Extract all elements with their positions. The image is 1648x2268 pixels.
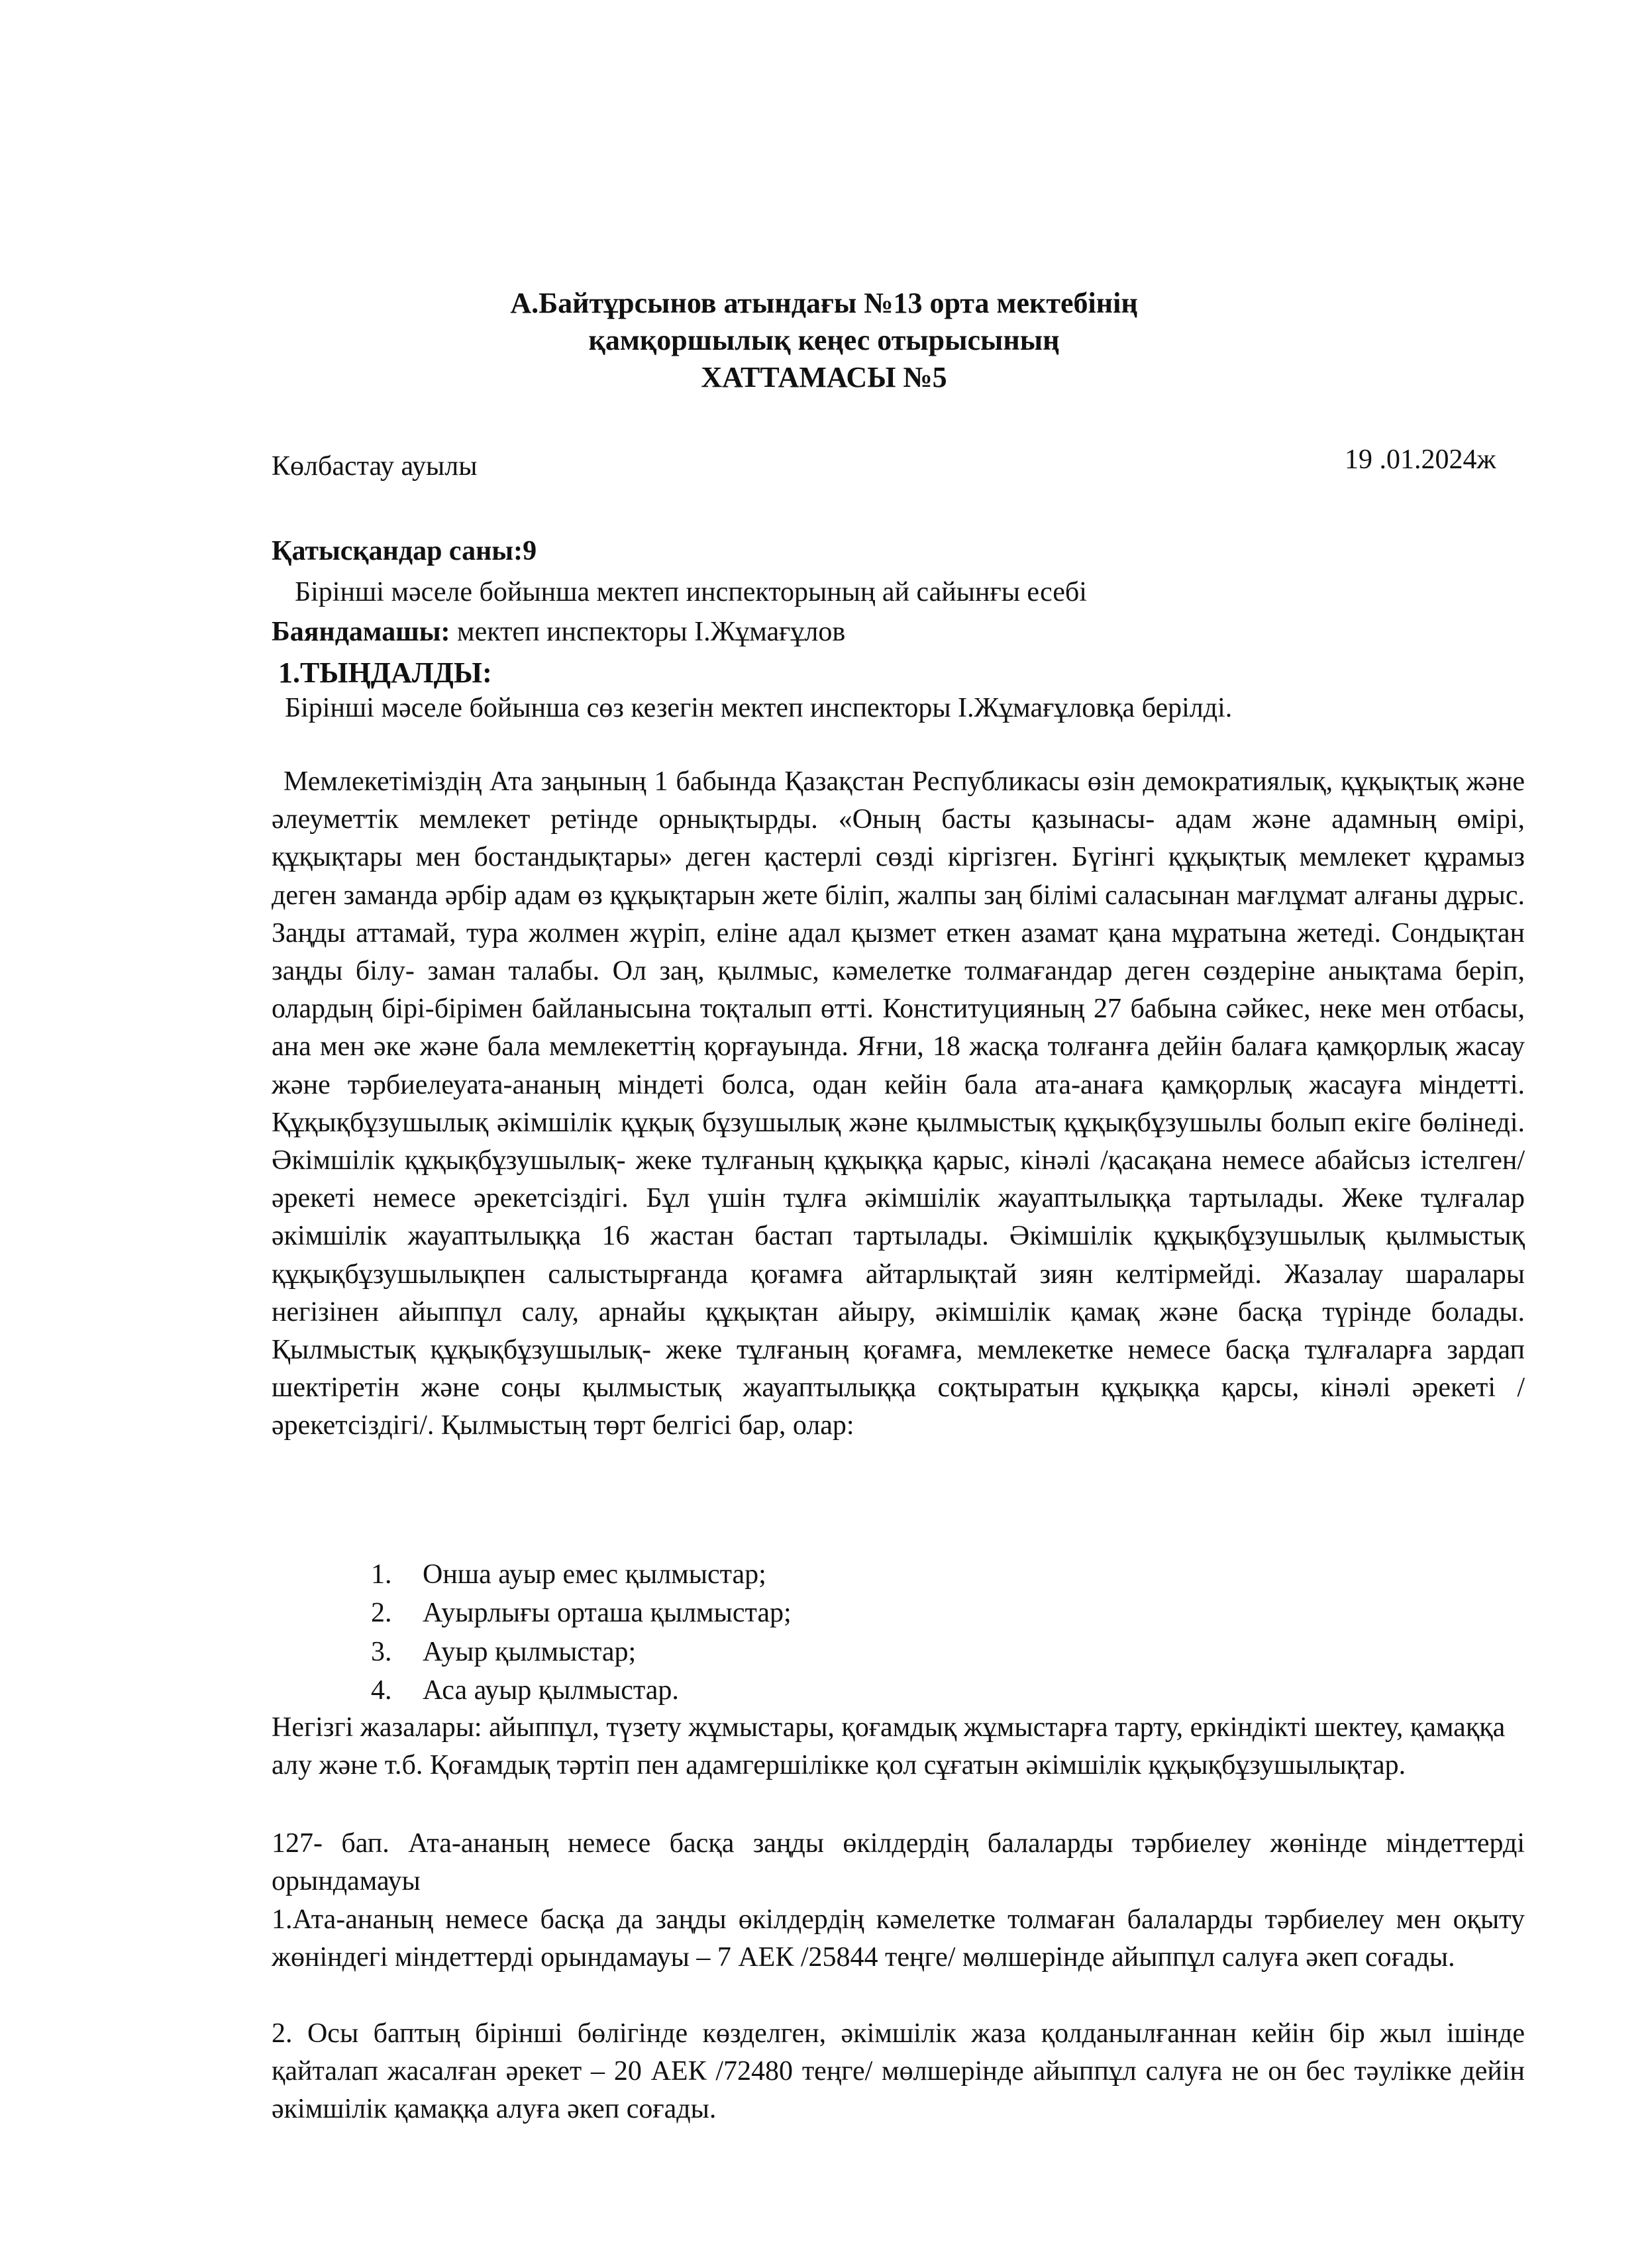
title-line-school: А.Байтұрсынов атындағы №13 орта мектебінің	[510, 287, 1138, 319]
list-item: 2. Ауырлығы орташа қылмыстар;	[371, 1598, 792, 1629]
attendees-count: Қатысқандар саны:9	[272, 536, 537, 566]
article-127-heading: 127- бап. Ата-ананың немесе басқа заңды өкілдердің балаларды тәрбиелеу жөнінде міндеттерді орындамауы	[272, 1828, 1525, 1897]
place-text: Көлбастау ауылы	[272, 451, 478, 482]
clause-2: 2. Осы баптың бірінші бөлігінде көзделген, әкімшілік жаза қолданылғаннан кейін бір жыл ішінде қайталап жасалған әрекет – 20 АЕК /72480 теңге/ мөлшерінде айыппұл салуға не он бес тәулікке дейін әкімшілік қамаққа алуға әкеп соғады.	[272, 2018, 1525, 2125]
list-item: 1. Онша ауыр емес қылмыстар;	[371, 1559, 766, 1590]
date-text: 19 .01.2024ж	[1345, 444, 1496, 475]
list-item: 3. Ауыр қылмыстар;	[371, 1636, 637, 1667]
punishments-paragraph: Негізгі жазалары: айыппұл, түзету жұмыстары, қоғамдық жұмыстарға тарту, еркіндікті шектеу, қамаққа алу және т.б. Қоғамдық тәртіп пен адамгершілікке қол сұғатын әкімшілік құқықбұзушылықтар.	[272, 1712, 1506, 1781]
speaker-name: мектеп инспекторы І.Жұмағұлов	[450, 617, 846, 647]
crime-list	[371, 1555, 792, 1710]
clause-1: 1.Ата-ананың немесе басқа да заңды өкілдердің кәмелетке толмаған балаларды тәрбиелеу мен оқыту жөніндегі міндеттерді орындамауы – 7 АЕК /25844 теңге/ мөлшерінде айыппұл салуға әкеп соғады.	[272, 1904, 1525, 1973]
list-item: 4. Аса ауыр қылмыстар.	[371, 1675, 679, 1706]
title-line-council: қамқоршылық кеңес отырысының	[588, 324, 1060, 356]
title-line-protocol: ХАТТАМАСЫ №5	[701, 361, 947, 393]
speaker-label: Баяндамашы:	[272, 617, 450, 647]
section-heading: 1.ТЫҢДАЛДЫ:	[278, 656, 492, 689]
speaker-line	[272, 616, 845, 648]
intro-text: Бірінші мәселе бойынша сөз кезегін мектеп инспекторы І.Жұмағұловқа берілді.	[285, 693, 1233, 723]
main-paragraph: Мемлекетіміздің Ата заңының 1 бабында Қазақстан Республикасы өзін демократиялық, құқықтық және әлеуметтік мемлекет ретінде орнықтырды. «Оның басты қазынасы- адам және адамның өмірі, құқықтары мен бостандықтары» деген қастерлі сөзді кіргізген. Бүгінгі құқықтық мемлекет құрамыз деген заманда әрбір адам өз құқықтарын жете біліп, жалпы заң білімі саласынан мағлұмат алғаны дұрыс. Заңды аттамай, тура жолмен жүріп, еліне адал қызмет еткен азамат қана мұратына жетеді. Сондықтан заңды білу- заман талабы. Ол заң, қылмыс, кәмелетке толмағандар деген сөздеріне анықтама беріп, олардың бірі-бірімен байланысына тоқталып өтті. Конституцияның 27 бабына сәйкес, неке мен отбасы, ана мен әке және бала мемлекеттің қорғауында. Яғни, 18 жасқа толғанға дейін балаға қамқорлық жасау және тәрбиелеуата-ананың міндеті болса, одан кейін бала ата-анаға қамқорлық жасауға міндетті. Құқықбұзушылық әкімшілік құқық бұзушылық және қылмыстық құқықбұзушылы болып екіге бөлінеді. Әкімшілік құқықбұзушылық- жеке тұлғаның құқыққа қарыс, кінәлі /қасақана немесе абайсыз істелген/ әрекеті немесе әрекетсіздігі. Бұл үшін тұлға әкімшілік жауаптылыққа тартылады. Жеке тұлғалар әкімшілік жауаптылыққа 16 жастан бастап тартылады. Әкімшілік құқықбұзушылық қылмыстық құқықбұзушылықпен салыстырғанда қоғамға айтарлықтай зиян келтірмейді. Жазалау шаралары негізінен айыппұл салу, арнайы құқықтан айыру, әкімшілік қамақ және басқа түрінде болады. Қылмыстық құқықбұзушылық- жеке тұлғаның қоғамға, мемлекетке немесе басқа тұлғаларға зардап шектіретін және соңы қылмыстық жауаптылыққа соқтыратын құқыққа қарсы, кінәлі әрекеті /әрекетсіздігі/. Қылмыстың төрт белгісі бар, олар:	[272, 766, 1525, 1441]
document-title	[0, 285, 1648, 396]
issue-text: Бірінші мәселе бойынша мектеп инспекторының ай сайынғы есебі	[295, 577, 1087, 607]
